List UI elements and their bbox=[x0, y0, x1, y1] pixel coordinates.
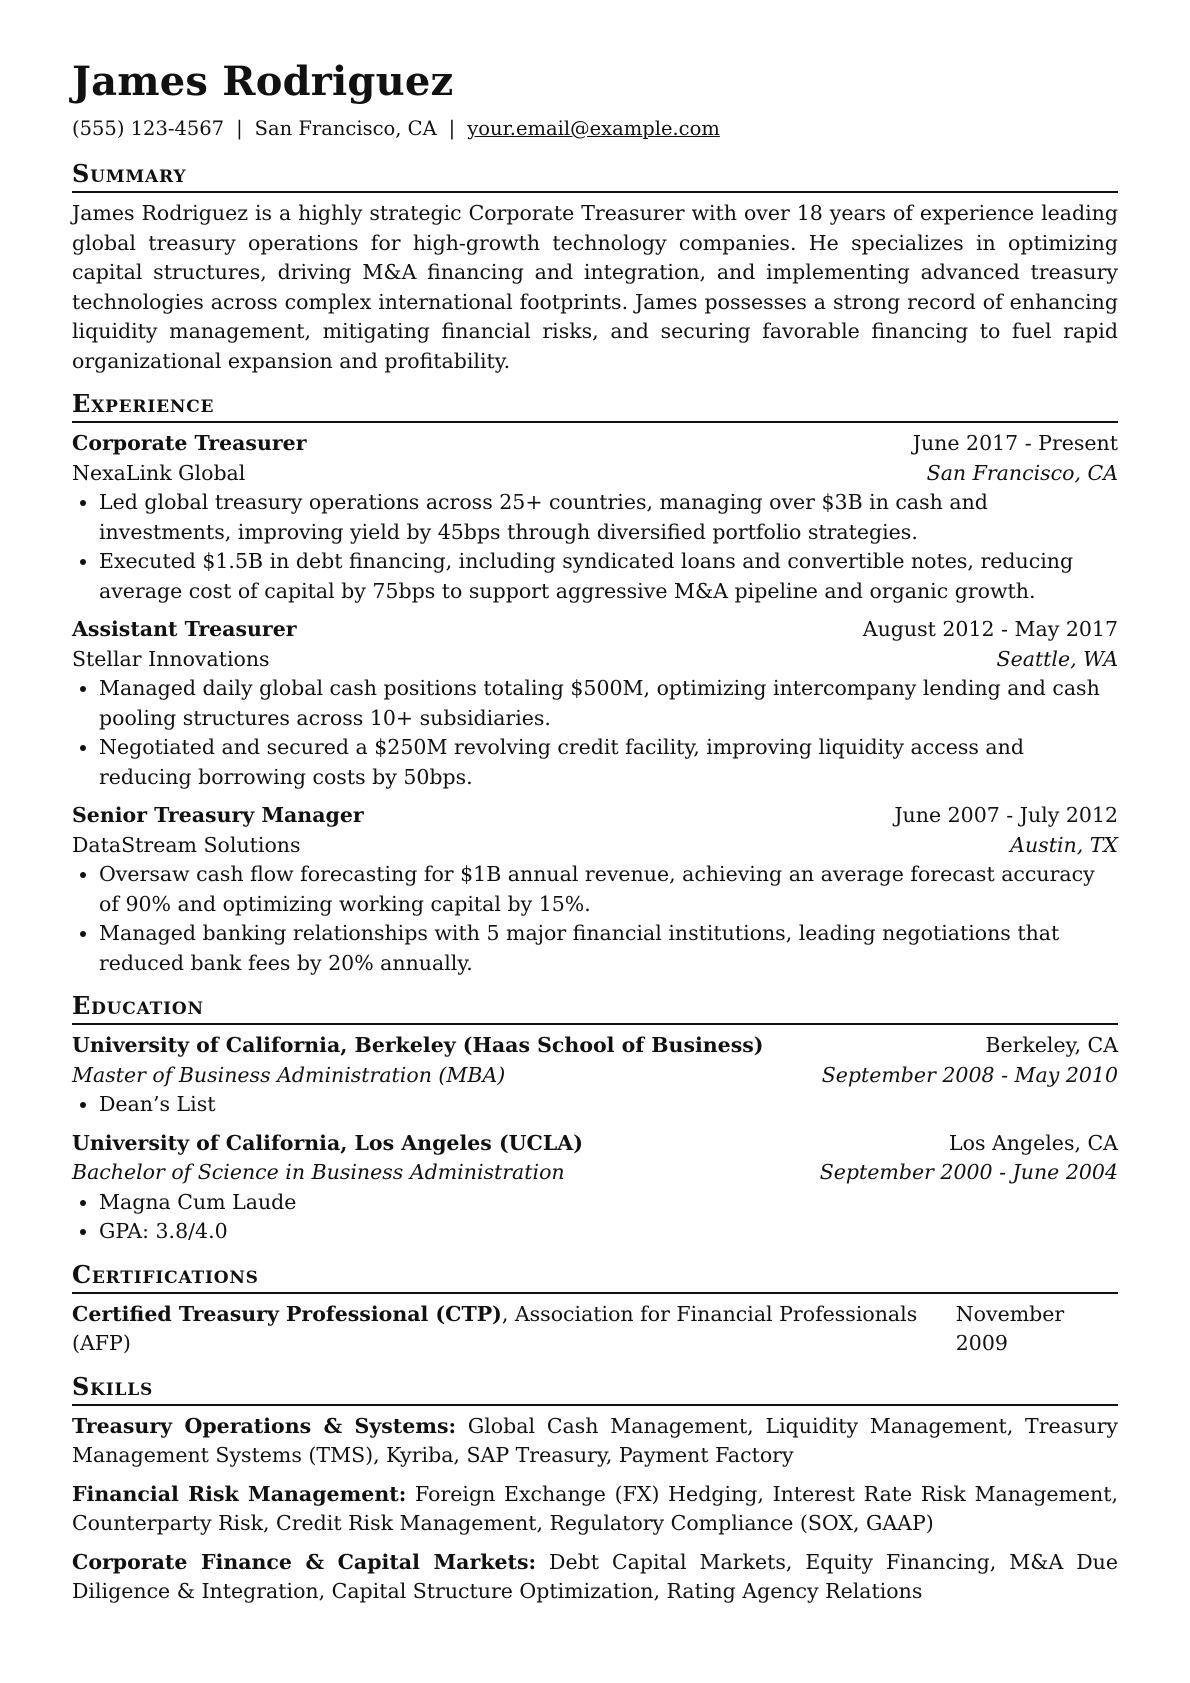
summary-section bbox=[72, 160, 1118, 376]
bullet-list bbox=[72, 1090, 1118, 1120]
candidate-name: James Rodriguez bbox=[72, 58, 454, 105]
certification-issuer: , Association for Financial Professionals (AFP) bbox=[72, 1301, 918, 1355]
skill-group-items: Global Cash Management, Liquidity Management, Treasury Management Systems (TMS), Kyriba, SAP Treasury, Payment Factory bbox=[72, 1413, 1118, 1467]
bullet-list bbox=[72, 488, 1118, 606]
school-location: Los Angeles, CA bbox=[949, 1130, 1118, 1155]
job-title: Assistant Treasurer bbox=[72, 617, 297, 641]
skill-group bbox=[72, 1412, 1118, 1471]
entry-subheader bbox=[72, 1158, 1118, 1188]
bullet-list bbox=[72, 674, 1118, 792]
summary-text: James Rodriguez is a highly strategic Corporate Treasurer with over 18 years of experience leading global treasury operations for high-growth technology companies. He specializes in optimizing capital structures, driving M&A financing and integration, and implementing advanced treasury technologies across complex international footprints. James possesses a strong record of enhancing liquidity management, mitigating financial risks, and securing favorable financing to fuel rapid organizational expansion and profitability. bbox=[72, 201, 1118, 373]
certification-name: Certified Treasury Professional (CTP) bbox=[72, 1301, 502, 1326]
entry-header bbox=[72, 801, 1118, 831]
section-title-skills: Skills bbox=[72, 1373, 1118, 1406]
bullet-item: • Oversaw cash flow forecasting for $1B annual revenue, achieving an average forecast accuracy of 90% and optimizing working capital by 15%. bbox=[99, 860, 1118, 919]
skill-group-items: Debt Capital Markets, Equity Financing, M&A Due Diligence & Integration, Capital Structure Optimization, Rating Agency Relations bbox=[72, 1549, 1118, 1603]
job-location: San Francisco, CA bbox=[926, 460, 1118, 485]
bullet-item: • Managed banking relationships with 5 major financial institutions, leading negotiations that reduced bank fees by 20% annually. bbox=[99, 919, 1118, 978]
skill-group-label: Corporate Finance & Capital Markets: bbox=[72, 1549, 537, 1574]
email-link[interactable]: your.email@example.com bbox=[467, 117, 720, 140]
education-dates: September 2000 - June 2004 bbox=[819, 1160, 1118, 1184]
certifications-section bbox=[72, 1261, 1118, 1359]
entry-header bbox=[72, 615, 1118, 645]
section-title-experience: Experience bbox=[72, 390, 1118, 423]
education-entry bbox=[72, 1031, 1118, 1120]
certification-text bbox=[72, 1300, 956, 1359]
job-dates: June 2007 - July 2012 bbox=[894, 803, 1118, 827]
experience-entry bbox=[72, 615, 1118, 792]
job-location: Austin, TX bbox=[1010, 832, 1118, 857]
skill-group-label: Treasury Operations & Systems: bbox=[72, 1413, 457, 1438]
entry-subheader bbox=[72, 459, 1118, 489]
job-location: Seattle, WA bbox=[996, 646, 1118, 671]
phone-number: (555) 123-4567 bbox=[72, 117, 225, 140]
section-title-summary: Summary bbox=[72, 160, 1118, 193]
degree: Master of Business Administration (MBA) bbox=[72, 1062, 506, 1087]
company-name: NexaLink Global bbox=[72, 460, 246, 485]
company-name: DataStream Solutions bbox=[72, 832, 301, 857]
bullet-list bbox=[72, 1188, 1118, 1247]
job-title: Corporate Treasurer bbox=[72, 431, 307, 455]
skill-group-items: Foreign Exchange (FX) Hedging, Interest Rate Risk Management, Counterparty Risk, Credit Risk Management, Regulatory Compliance (SOX, GAAP) bbox=[72, 1481, 1118, 1535]
school-name: University of California, Berkeley (Haas School of Business) bbox=[72, 1033, 764, 1057]
bullet-item: • Managed daily global cash positions totaling $500M, optimizing intercompany lending and cash pooling structures across 10+ subsidiaries. bbox=[99, 674, 1118, 733]
skills-section bbox=[72, 1373, 1118, 1607]
location: San Francisco, CA bbox=[254, 117, 437, 140]
job-dates: August 2012 - May 2017 bbox=[862, 617, 1118, 641]
degree: Bachelor of Science in Business Administration bbox=[72, 1160, 565, 1184]
company-name: Stellar Innovations bbox=[72, 646, 270, 671]
skill-group-label: Financial Risk Management: bbox=[72, 1481, 407, 1506]
entry-subheader bbox=[72, 831, 1118, 861]
bullet-item: • Executed $1.5B in debt financing, including syndicated loans and convertible notes, reducing average cost of capital by 75bps to support aggressive M&A pipeline and organic growth. bbox=[99, 547, 1118, 606]
school-location: Berkeley, CA bbox=[985, 1033, 1118, 1057]
bullet-item: • Led global treasury operations across 25+ countries, managing over $3B in cash and investments, improving yield by 45bps through diversified portfolio strategies. bbox=[99, 488, 1118, 547]
separator: | bbox=[448, 117, 456, 140]
entry-header bbox=[72, 1129, 1118, 1159]
separator: | bbox=[236, 117, 243, 140]
bullet-item: • GPA: 3.8/4.0 bbox=[99, 1217, 1118, 1247]
education-section bbox=[72, 992, 1118, 1247]
skill-group bbox=[72, 1480, 1118, 1539]
entry-subheader bbox=[72, 645, 1118, 675]
bullet-item: • Dean’s List bbox=[99, 1090, 1118, 1120]
section-title-education: Education bbox=[72, 992, 1118, 1025]
section-title-certifications: Certifications bbox=[72, 1261, 1118, 1294]
education-entry bbox=[72, 1129, 1118, 1247]
school-name: University of California, Los Angeles (UCLA) bbox=[72, 1130, 583, 1155]
skill-group bbox=[72, 1548, 1118, 1607]
entry-header bbox=[72, 429, 1118, 459]
experience-entry bbox=[72, 429, 1118, 606]
entry-header bbox=[72, 1031, 1118, 1061]
certification-item bbox=[72, 1300, 1118, 1359]
job-dates: June 2017 - Present bbox=[912, 431, 1118, 455]
bullet-item: • Negotiated and secured a $250M revolving credit facility, improving liquidity access and reducing borrowing costs by 50bps. bbox=[99, 733, 1118, 792]
bullet-list bbox=[72, 860, 1118, 978]
certification-date: November 2009 bbox=[955, 1301, 1065, 1355]
bullet-item: • Magna Cum Laude bbox=[99, 1188, 1118, 1218]
education-dates: September 2008 - May 2010 bbox=[821, 1062, 1118, 1087]
contact-line bbox=[72, 116, 1118, 142]
experience-entry bbox=[72, 801, 1118, 978]
entry-subheader bbox=[72, 1061, 1118, 1091]
experience-section bbox=[72, 390, 1118, 978]
job-title: Senior Treasury Manager bbox=[72, 803, 364, 827]
